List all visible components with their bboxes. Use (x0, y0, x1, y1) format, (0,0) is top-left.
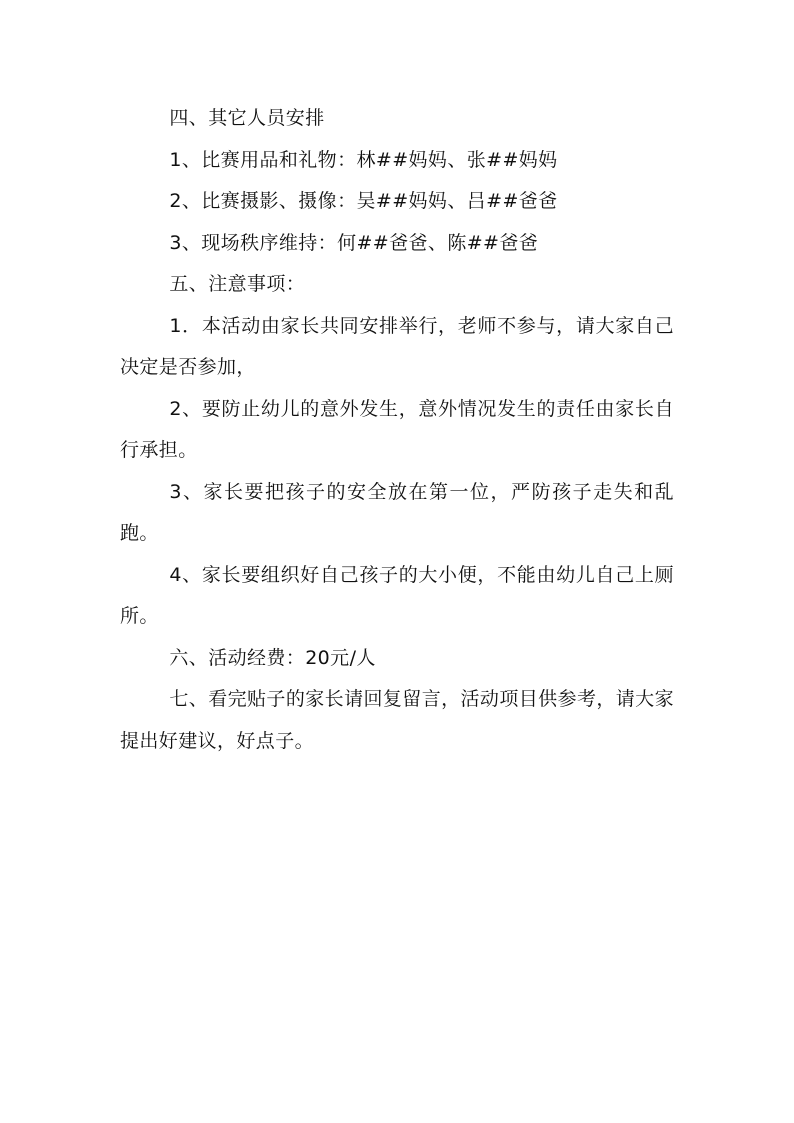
note-item-2: 2、要防止幼儿的意外发生，意外情况发生的责任由家长自行承担。 (120, 397, 674, 461)
section-heading-feedback: 七、看完贴子的家长请回复留言，活动项目供参考，请大家提出好建议，好点子。 (120, 688, 674, 752)
note-item-4: 4、家长要组织好自己孩子的大小便，不能由幼儿自己上厕所。 (120, 563, 674, 627)
note-item-3: 3、家长要把孩子的安全放在第一位，严防孩子走失和乱跑。 (120, 480, 674, 544)
section-heading-fee: 六、活动经费：20元/人 (169, 646, 376, 669)
document-body (120, 98, 674, 762)
list-item-photography: 2、比赛摄影、摄像：吴##妈妈、吕##爸爸 (169, 190, 558, 212)
section-heading-other-staff: 四、其它人员安排 (169, 107, 325, 129)
list-item-supplies: 1、比赛用品和礼物：林##妈妈、张##妈妈 (169, 148, 558, 171)
section-heading-notes: 五、注意事项： (169, 273, 306, 295)
list-item-order: 3、现场秩序维持：何##爸爸、陈##爸爸 (169, 231, 539, 254)
note-item-1: 1．本活动由家长共同安排举行，老师不参与，请大家自己决定是否参加， (120, 314, 674, 378)
